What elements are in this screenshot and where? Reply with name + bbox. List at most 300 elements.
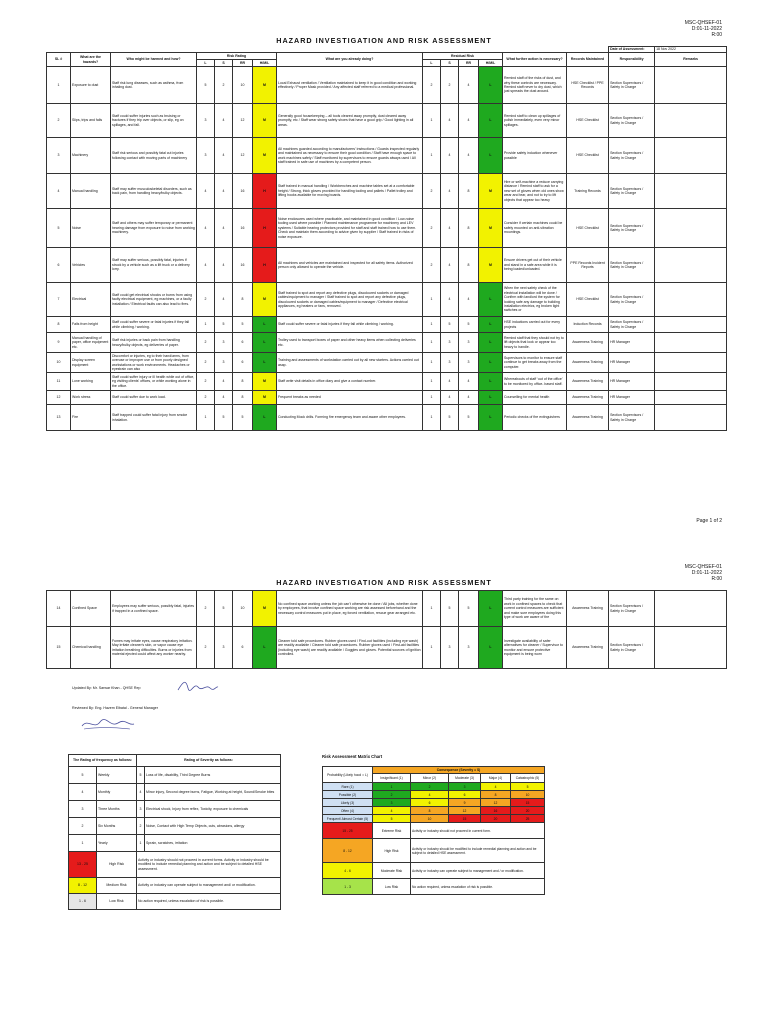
row-hazard: Chemical handling xyxy=(71,627,111,669)
row-already: Staff trained in manual handling / Workbenches and machine tables set at a comfortable height / Strong, thick gloves provided for handling tooling and pallets / Pallet trolley and lifting hooks available for moving boards. xyxy=(277,174,423,209)
row-rr: 16 xyxy=(233,248,253,283)
matrix-corner: Probability (Likely hood = L) xyxy=(323,767,373,783)
row-records: PPE Records Incident Reports xyxy=(567,248,609,283)
matrix-col-header: Moderate (3) xyxy=(449,774,481,783)
row-rr: 8 xyxy=(233,391,253,405)
row-l: 2 xyxy=(197,353,215,373)
row-hml: L xyxy=(253,627,277,669)
doc-ref-date: D:01-11-2022 xyxy=(691,26,722,32)
row-resp: Section Supervisors / Safety in Charge xyxy=(609,591,655,627)
col-residual: Residual Risk xyxy=(423,53,503,60)
frequency-title: The Rating of frequency as follows: xyxy=(69,755,137,767)
col-l: L xyxy=(197,60,215,67)
col-res-l: L xyxy=(423,60,441,67)
row-res-rr: 5 xyxy=(459,591,479,627)
table-row xyxy=(47,248,727,283)
matrix-cell: 8 xyxy=(411,807,449,815)
col-resp: Responsibility xyxy=(609,53,655,67)
col-sl: SL # xyxy=(47,53,71,67)
row-rr: 16 xyxy=(233,174,253,209)
row-sl: 4 xyxy=(47,174,71,209)
row-remarks xyxy=(655,209,727,248)
row-records: Awareness Training xyxy=(567,591,609,627)
matrix-col-header: Major (4) xyxy=(481,774,511,783)
row-hml: H xyxy=(253,174,277,209)
page-title: HAZARD INVESTIGATION AND RISK ASSESSMENT xyxy=(276,36,492,45)
row-who: Staff and others may suffer temporary or permanent hearing damage from exposure to noise from working machinery. xyxy=(111,209,197,248)
col-remarks: Remarks xyxy=(655,53,727,67)
row-rr: 6 xyxy=(233,627,253,669)
matrix-legend-desc: No action required, unless escalation of risk is possible. xyxy=(411,879,545,895)
row-l: 4 xyxy=(197,174,215,209)
row-l: 4 xyxy=(197,248,215,283)
row-res-s: 4 xyxy=(441,391,459,405)
row-res-s: 3 xyxy=(441,333,459,353)
row-l: 3 xyxy=(197,138,215,174)
row-hazard: Lone working xyxy=(71,373,111,391)
row-records: Awareness Training xyxy=(567,405,609,431)
row-rr: 6 xyxy=(233,353,253,373)
row-hazard: Manual handling of paper, office equipment etc. xyxy=(71,333,111,353)
date-label: Date of Assessment: xyxy=(609,47,655,53)
col-already: What are you already doing? xyxy=(277,53,423,67)
row-further: Ensure drivers get out of their vehicle and stand in a safe area while it is being loaded/unloaded. xyxy=(503,248,567,283)
row-already: Cleaner told safe procedures. Rubber gloves used / Find-out facilities (including eye wash) are readily available / Cleaner told safe procedures. Rubber gloves used / First-aid facilities (including eye wash) are readily available / Goggles and gloves. Potential sources of ignition controlled. xyxy=(277,627,423,669)
row-remarks xyxy=(655,333,727,353)
row-hazard: Electrical xyxy=(71,283,111,317)
matrix-row xyxy=(323,799,545,807)
col-hazard: What are the hazards? xyxy=(71,53,111,67)
matrix-cell: 2 xyxy=(373,791,411,799)
row-records: Awareness Training xyxy=(567,333,609,353)
row-s: 3 xyxy=(215,333,233,353)
row-res-s: 4 xyxy=(441,283,459,317)
row-remarks xyxy=(655,174,727,209)
matrix-legend-row xyxy=(323,863,545,879)
table-row xyxy=(47,67,727,104)
row-res-rr: 5 xyxy=(459,405,479,431)
matrix-row xyxy=(323,815,545,823)
row-hazard: Slips, trips and falls xyxy=(71,104,111,138)
row-res-s: 4 xyxy=(441,209,459,248)
row-s: 3 xyxy=(215,627,233,669)
frequency-cell-sn: 3 xyxy=(137,801,145,818)
matrix-cell: 3 xyxy=(449,783,481,791)
table-row xyxy=(47,373,727,391)
frequency-row xyxy=(69,767,281,784)
frequency-cell-s: Sprain, scratches, irritation xyxy=(145,835,281,852)
matrix-cell: 10 xyxy=(511,791,545,799)
row-who: Staff could suffer severe or fatal injuries if they fall while climbing / working. xyxy=(111,317,197,333)
severity-title: Rating of Severity as follows: xyxy=(137,755,281,767)
row-hazard: Manual handling xyxy=(71,174,111,209)
row-res-s: 4 xyxy=(441,248,459,283)
row-res-hml: L xyxy=(479,283,503,317)
row-res-s: 5 xyxy=(441,591,459,627)
row-res-l: 1 xyxy=(423,283,441,317)
matrix-row-label: Likely (3) xyxy=(323,799,373,807)
row-sl: 1 xyxy=(47,67,71,104)
row-who: Staff may suffer serious, possibly fatal, injuries if struck by a vehicle such as a lift truck or a delivery lorry. xyxy=(111,248,197,283)
row-remarks xyxy=(655,283,727,317)
row-res-rr: 4 xyxy=(459,391,479,405)
row-res-hml: L xyxy=(479,391,503,405)
row-remarks xyxy=(655,248,727,283)
row-res-s: 3 xyxy=(441,353,459,373)
row-hazard: Vehicles xyxy=(71,248,111,283)
row-remarks xyxy=(655,591,727,627)
row-hml: H xyxy=(253,209,277,248)
row-res-s: 4 xyxy=(441,104,459,138)
row-sl: 6 xyxy=(47,248,71,283)
row-remarks xyxy=(655,317,727,333)
page-number: Page 1 of 2 xyxy=(696,518,722,524)
frequency-legend-row xyxy=(69,878,281,894)
frequency-cell-sn: 2 xyxy=(137,818,145,835)
row-res-rr: 3 xyxy=(459,627,479,669)
row-remarks xyxy=(655,373,727,391)
row-s: 4 xyxy=(215,248,233,283)
frequency-cell-n: 5 xyxy=(69,767,97,784)
frequency-row xyxy=(69,818,281,835)
legend-range: 8 - 12 xyxy=(69,878,97,894)
matrix-legend-desc: Activity or industry should not proceed in current form. xyxy=(411,823,545,839)
row-further: Periodic checks of fire extinguishers xyxy=(503,405,567,431)
row-res-s: 4 xyxy=(441,174,459,209)
row-further: Remind staff of the risks of dust, and why these controls are necessary. Remind staff never to dry dust, which just spreads the dust around. xyxy=(503,67,567,104)
frequency-cell-f: Monthly xyxy=(97,784,137,801)
row-who: Fumes may irritate eyes, cause respiratory irritation. May irritate cleaner's skin, or vapor cause eye irritation breathing difficulties. Burns or injuries from material ejected could affect any worker nearby. xyxy=(111,627,197,669)
row-already: Training and assessments of workstation carried out by all new starters. Actions carried out asap. xyxy=(277,353,423,373)
row-res-hml: L xyxy=(479,104,503,138)
row-already: Staff trained to spot and report any defective plugs, discoloured sockets or damaged cables/equipment to manager / Staff trained to spot and report any defective plugs, discoloured sockets or damaged cables/equipment to manager / Defective electrical appliances, eg heaters or fans, removed. xyxy=(277,283,423,317)
legend-label: Medium Risk xyxy=(97,878,137,894)
frequency-cell-n: 1 xyxy=(69,835,97,852)
row-resp: Section Supervisors / Safety in Charge xyxy=(609,67,655,104)
frequency-row xyxy=(69,801,281,818)
row-hml: L xyxy=(253,317,277,333)
row-rr: 8 xyxy=(233,283,253,317)
matrix-cell: 12 xyxy=(481,799,511,807)
row-res-hml: L xyxy=(479,317,503,333)
row-s: 5 xyxy=(215,317,233,333)
doc-ref-code: MSC-QHSEF-01 xyxy=(684,20,722,26)
row-resp: Section Supervisors / Safety in Charge xyxy=(609,174,655,209)
matrix-legend-range: 15 - 25 xyxy=(323,823,373,839)
row-hml: M xyxy=(253,591,277,627)
row-res-s: 5 xyxy=(441,405,459,431)
row-remarks xyxy=(655,67,727,104)
row-who: Staff risk injuries or back pain from handling heavy/bulky objects, eg deliveries of paper. xyxy=(111,333,197,353)
row-res-rr: 8 xyxy=(459,174,479,209)
row-remarks xyxy=(655,391,727,405)
row-who: Staff could suffer injuries such as bruising or fractures if they trip over objects, or slip, eg on spillages, and fall. xyxy=(111,104,197,138)
frequency-cell-s: Noise, Contact with High Temp Objects, cuts, abrasions, allergy xyxy=(145,818,281,835)
frequency-legend-row xyxy=(69,894,281,910)
row-hml: L xyxy=(253,405,277,431)
row-res-l: 1 xyxy=(423,104,441,138)
row-sl: 11 xyxy=(47,373,71,391)
matrix-cell: 5 xyxy=(511,783,545,791)
row-resp: HR Manager xyxy=(609,391,655,405)
row-s: 4 xyxy=(215,373,233,391)
col-risk-rating: Risk Rating xyxy=(197,53,277,60)
matrix-cell: 10 xyxy=(411,815,449,823)
matrix-cell: 9 xyxy=(449,799,481,807)
row-l: 4 xyxy=(197,209,215,248)
row-remarks xyxy=(655,353,727,373)
row-res-l: 2 xyxy=(423,209,441,248)
row-who: Staff could suffer due to work load. xyxy=(111,391,197,405)
row-hml: M xyxy=(253,138,277,174)
row-further: When the next safety check of the electrical installation will be done / Confirm with landlord the system for looking safe any damage to building installation electrics, eg broken light switches or xyxy=(503,283,567,317)
matrix-cell: 16 xyxy=(481,807,511,815)
row-sl: 5 xyxy=(47,209,71,248)
matrix-row xyxy=(323,807,545,815)
row-hml: L xyxy=(253,333,277,353)
row-rr: 8 xyxy=(233,373,253,391)
table-row xyxy=(47,209,727,248)
legend-range: 1 - 6 xyxy=(69,894,97,910)
row-res-s: 4 xyxy=(441,373,459,391)
page-title-p2: HAZARD INVESTIGATION AND RISK ASSESSMENT xyxy=(276,578,492,587)
row-l: 1 xyxy=(197,405,215,431)
frequency-cell-s: Minor injury, Second degree burns, Fatigue, Working at height, Sound/Smoke bites xyxy=(145,784,281,801)
matrix-cell: 4 xyxy=(411,791,449,799)
row-further: Third party training for the same on work in confined spaces to check that current control measures are sufficient and make sure employees doing this type of work are aware of the xyxy=(503,591,567,627)
row-res-hml: L xyxy=(479,138,503,174)
row-s: 4 xyxy=(215,209,233,248)
row-already: No confined space working unless the job can't otherwise be done / All jobs, whether done by employees, that involve confined space working are risk assessed beforehand and the necessary control measures put in place, eg forced ventilation, rescue gear arranged etc. xyxy=(277,591,423,627)
row-resp: Section Supervisors / Safety in Charge xyxy=(609,104,655,138)
row-sl: 8 xyxy=(47,317,71,333)
frequency-cell-sn: 1 xyxy=(137,835,145,852)
matrix-legend-range: 8 - 12 xyxy=(323,839,373,863)
row-who: Discomfort or injuries, eg to their hand/arms, from overuse or improper use or from poorly designed workstations or work environments. Headaches or eyestrain can also xyxy=(111,353,197,373)
row-res-hml: M xyxy=(479,209,503,248)
row-records: HSE Checklist xyxy=(567,138,609,174)
row-res-rr: 8 xyxy=(459,209,479,248)
row-res-rr: 4 xyxy=(459,104,479,138)
row-sl: 13 xyxy=(47,405,71,431)
matrix-legend-row xyxy=(323,879,545,895)
row-records: HSE Checklist xyxy=(567,209,609,248)
matrix-cell: 4 xyxy=(373,807,411,815)
matrix-row-label: Frequent/ Almost Certain (5) xyxy=(323,815,373,823)
row-res-rr: 8 xyxy=(459,248,479,283)
row-res-rr: 4 xyxy=(459,373,479,391)
row-remarks xyxy=(655,627,727,669)
matrix-cell: 20 xyxy=(511,807,545,815)
row-res-s: 4 xyxy=(441,138,459,174)
frequency-cell-n: 3 xyxy=(69,801,97,818)
row-remarks xyxy=(655,138,727,174)
row-already: Conducting Mock drills. Forming fire emergency team and aware other employees. xyxy=(277,405,423,431)
row-res-l: 1 xyxy=(423,373,441,391)
row-res-l: 1 xyxy=(423,627,441,669)
matrix-col-header: Insignificant (1) xyxy=(373,774,411,783)
row-res-hml: L xyxy=(479,373,503,391)
row-remarks xyxy=(655,405,727,431)
row-further: Supervisors to monitor to ensure staff continue to get breaks away from the computer. xyxy=(503,353,567,373)
row-already: Staff write visit details in office diary and give a contact number. xyxy=(277,373,423,391)
doc-ref-rev: R:00 xyxy=(711,576,722,582)
row-resp: Section Supervisors / Safety in Charge xyxy=(609,248,655,283)
row-resp: HR Manager xyxy=(609,353,655,373)
row-res-s: 3 xyxy=(441,627,459,669)
row-further: Hire or self-machine a reduce carrying distance / Remind staff to ask for a new set of gloves when old ones show wear and tear, and not to try to lift objects that appear too heavy xyxy=(503,174,567,209)
table-row xyxy=(47,391,727,405)
row-records: Awareness Training xyxy=(567,391,609,405)
table-row xyxy=(47,138,727,174)
row-already: Local Exhaust ventilation / Ventilation maintained to keep it in good condition and working effectively / Proper Mask provided / Any affected staff referred to a medical professional. xyxy=(277,67,423,104)
row-rr: 10 xyxy=(233,67,253,104)
table-row xyxy=(47,317,727,333)
row-records: Awareness Training xyxy=(567,373,609,391)
row-res-l: 1 xyxy=(423,138,441,174)
table-row xyxy=(47,104,727,138)
row-rr: 5 xyxy=(233,317,253,333)
frequency-cell-sn: 5 xyxy=(137,767,145,784)
frequency-cell-s: Loss of life, disability, Third Degree Burns xyxy=(145,767,281,784)
frequency-cell-s: Electrical shock, Injury from reflex, Toxicity, exposure to chemicals xyxy=(145,801,281,818)
row-rr: 16 xyxy=(233,209,253,248)
row-l: 5 xyxy=(197,67,215,104)
row-records: Training Records xyxy=(567,174,609,209)
row-further: Provide safety induction whenever possible xyxy=(503,138,567,174)
row-res-hml: M xyxy=(479,248,503,283)
matrix-legend-desc: Activity or industry should be modified to include remedial planning and action and be subject to detailed HSE assessment. xyxy=(411,839,545,863)
frequency-severity-table xyxy=(68,754,281,910)
matrix-col-header: Catastrophic (5) xyxy=(511,774,545,783)
row-rr: 5 xyxy=(233,405,253,431)
matrix-legend-label: High Risk xyxy=(373,839,411,863)
col-hml: H/M/L xyxy=(253,60,277,67)
frequency-cell-n: 4 xyxy=(69,784,97,801)
col-s: S xyxy=(215,60,233,67)
row-already: Noise enclosures used where practicable, and maintained in good condition / Low-noise tooling used where possible / Planned maintenance programme for machinery and LEV systems / Suitable hearing protectors provided for staff and staff trained how to use them. Check and maintain them according to advice given by supplier / Staff trained in risks of noise exposure. xyxy=(277,209,423,248)
frequency-legend-row xyxy=(69,852,281,878)
signature-reviewed-icon xyxy=(78,714,138,734)
row-res-l: 1 xyxy=(423,353,441,373)
date-value: 18 Nov 2022 xyxy=(655,47,727,53)
row-already: All machines guarded according to manufacturers’ instructions / Guards inspected regularly and maintained as necessary to ensure their good condition / Staff have enough space to work machines safely / Staff monitored by supervisors to ensure guards always used / All staff trained in safe use of machines by a competent person. xyxy=(277,138,423,174)
row-hml: H xyxy=(253,248,277,283)
matrix-cell: 12 xyxy=(449,807,481,815)
table-row xyxy=(47,174,727,209)
row-l: 2 xyxy=(197,283,215,317)
doc-ref-date: D:01-11-2022 xyxy=(691,570,722,576)
row-res-l: 1 xyxy=(423,391,441,405)
row-already: Generally good housekeeping – all tools cleared away promptly, dust cleared away promptly, etc / Staff wear strong safety shoes that have a good grip / Good lighting in all areas. xyxy=(277,104,423,138)
matrix-cell: 3 xyxy=(373,799,411,807)
row-res-l: 2 xyxy=(423,248,441,283)
row-records: HSE Checklist xyxy=(567,104,609,138)
row-l: 3 xyxy=(197,104,215,138)
col-further: What further action is necessary? xyxy=(503,53,567,67)
col-rr: RR xyxy=(233,60,253,67)
frequency-row xyxy=(69,784,281,801)
matrix-legend-desc: Activity or industry can operate subject to management and / or modification. xyxy=(411,863,545,879)
row-res-l: 1 xyxy=(423,333,441,353)
col-who: Who might be harmed and how? xyxy=(111,53,197,67)
row-l: 2 xyxy=(197,333,215,353)
row-sl: 10 xyxy=(47,353,71,373)
row-resp: Section Supervisors / Safety in Charge xyxy=(609,283,655,317)
row-further: Investigate availability of safer alternatives for cleaner / Supervisor to monitor and ensure protective equipment is being worn xyxy=(503,627,567,669)
matrix-cell: 15 xyxy=(449,815,481,823)
matrix-legend-row xyxy=(323,839,545,863)
matrix-legend-row xyxy=(323,823,545,839)
legend-label: Low Risk xyxy=(97,894,137,910)
row-sl: 7 xyxy=(47,283,71,317)
matrix-legend-label: Moderate Risk xyxy=(373,863,411,879)
row-hazard: Fire xyxy=(71,405,111,431)
matrix-consequence: Consequence (Severity = S) xyxy=(373,767,545,774)
row-records: HSE Checklist / PPE Records xyxy=(567,67,609,104)
matrix-cell: 6 xyxy=(449,791,481,799)
row-hml: M xyxy=(253,373,277,391)
col-res-hml: H/M/L xyxy=(479,60,503,67)
row-s: 4 xyxy=(215,138,233,174)
signature-updated-icon xyxy=(176,678,220,694)
row-res-hml: L xyxy=(479,591,503,627)
matrix-legend-range: 4 - 6 xyxy=(323,863,373,879)
row-s: 4 xyxy=(215,391,233,405)
legend-desc: No action required, unless escalation of risk is possible. xyxy=(137,894,281,910)
row-further: Consider if certain machines could be safely mounted on anti-vibration mountings. xyxy=(503,209,567,248)
row-s: 2 xyxy=(215,67,233,104)
matrix-col-header: Minor (2) xyxy=(411,774,449,783)
matrix-legend-label: Low Risk xyxy=(373,879,411,895)
row-resp: Section Supervisors / Safety in Charge xyxy=(609,209,655,248)
row-rr: 12 xyxy=(233,138,253,174)
col-res-rr: RR xyxy=(459,60,479,67)
row-who: Employees may suffer serious, possibly fatal, injuries if trapped in a confined space. xyxy=(111,591,197,627)
frequency-cell-f: Six Months xyxy=(97,818,137,835)
row-hml: M xyxy=(253,67,277,104)
row-s: 5 xyxy=(215,405,233,431)
table-row xyxy=(47,353,727,373)
frequency-cell-f: Weekly xyxy=(97,767,137,784)
row-records: Awareness Training xyxy=(567,627,609,669)
row-rr: 10 xyxy=(233,591,253,627)
col-res-s: S xyxy=(441,60,459,67)
frequency-cell-n: 2 xyxy=(69,818,97,835)
row-sl: 12 xyxy=(47,391,71,405)
row-resp: Section Supervisors / Safety in Charge xyxy=(609,627,655,669)
row-s: 4 xyxy=(215,283,233,317)
table-row xyxy=(47,405,727,431)
row-l: 2 xyxy=(197,591,215,627)
table-row xyxy=(47,283,727,317)
row-already: Trolley used to transport boxes of paper and other heavy items when collecting deliveries etc. xyxy=(277,333,423,353)
row-hazard: Confined Space xyxy=(71,591,111,627)
matrix-row xyxy=(323,791,545,799)
matrix-legend-range: 1 - 3 xyxy=(323,879,373,895)
row-res-hml: L xyxy=(479,333,503,353)
row-s: 4 xyxy=(215,174,233,209)
table-row xyxy=(47,333,727,353)
row-already: All machines and vehicles are maintained and inspected for all safety items. Authorized person only allowed to operate the vehicle. xyxy=(277,248,423,283)
frequency-cell-sn: 4 xyxy=(137,784,145,801)
matrix-cell: 15 xyxy=(511,799,545,807)
row-res-hml: L xyxy=(479,405,503,431)
reviewed-by: Reviewed By: Eng. Hazem Elbatal - General Manager xyxy=(72,706,158,710)
row-res-l: 1 xyxy=(423,405,441,431)
matrix-cell: 2 xyxy=(411,783,449,791)
row-further: Counselling for mental health xyxy=(503,391,567,405)
